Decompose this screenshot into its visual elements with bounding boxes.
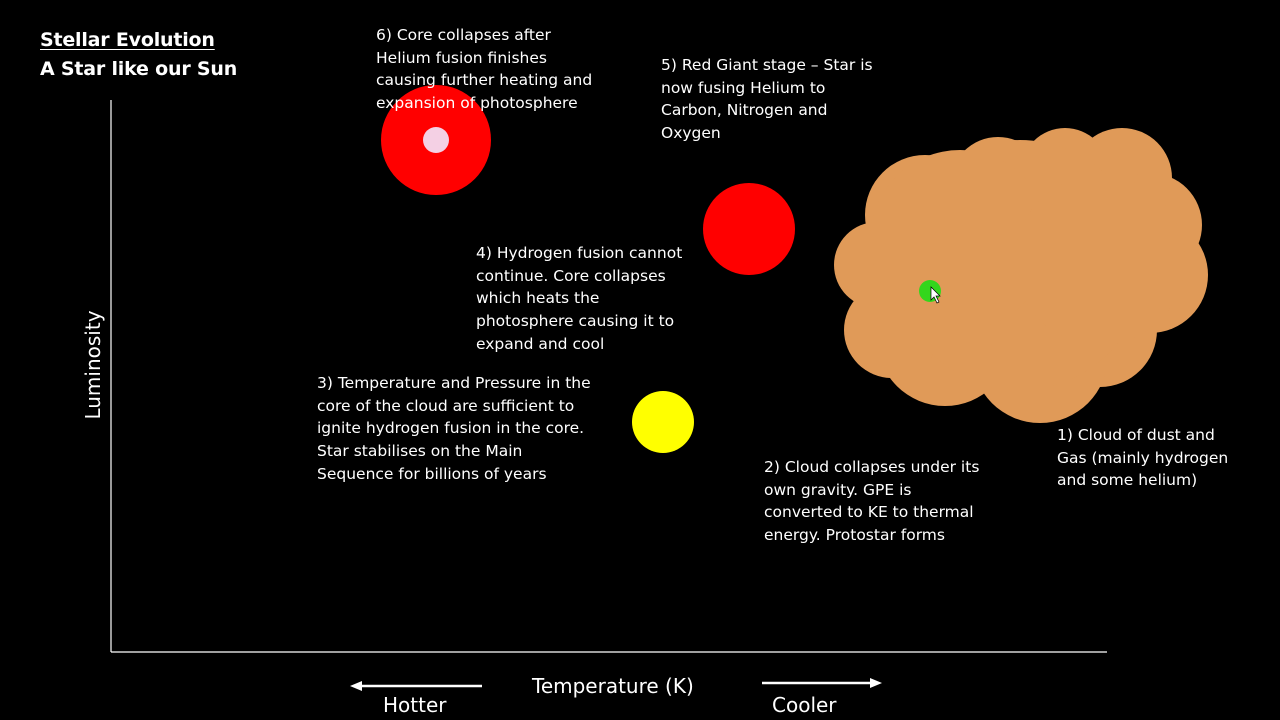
collapsed-core (423, 127, 449, 153)
y-axis-label: Luminosity (81, 310, 105, 420)
dust-gas-cloud (834, 128, 1208, 423)
stage-1-note: 1) Cloud of dust and Gas (mainly hydrogen and some helium) (1057, 426, 1229, 490)
diagram-title: Stellar Evolution (40, 29, 215, 51)
main-sequence-star (632, 391, 694, 453)
diagram-subtitle: A Star like our Sun (40, 58, 238, 80)
hotter-label: Hotter (383, 693, 447, 717)
cooler-arrow (762, 678, 882, 688)
x-axis-label: Temperature (K) (532, 674, 694, 698)
red-giant-star (703, 183, 795, 275)
stage-2-note: 2) Cloud collapses under its own gravity. GPE is converted to KE to thermal energy. Protostar forms (764, 458, 980, 545)
stage-5-note: 5) Red Giant stage – Star is now fusing Helium to Carbon, Nitrogen and Oxygen (661, 56, 873, 143)
stage-6-note: 6) Core collapses after Helium fusion finishes causing further heating and expansion of photosphere (376, 26, 593, 113)
hotter-arrow (350, 681, 482, 691)
stage-3-note: 3) Temperature and Pressure in the core of the cloud are sufficient to ignite hydrogen fusion in the core. Star stabilises on the Main Sequence for billions of years (317, 374, 591, 483)
stage-4-note: 4) Hydrogen fusion cannot continue. Core collapses which heats the photosphere causing it to expand and cool (476, 244, 683, 353)
cooler-label: Cooler (772, 693, 837, 717)
